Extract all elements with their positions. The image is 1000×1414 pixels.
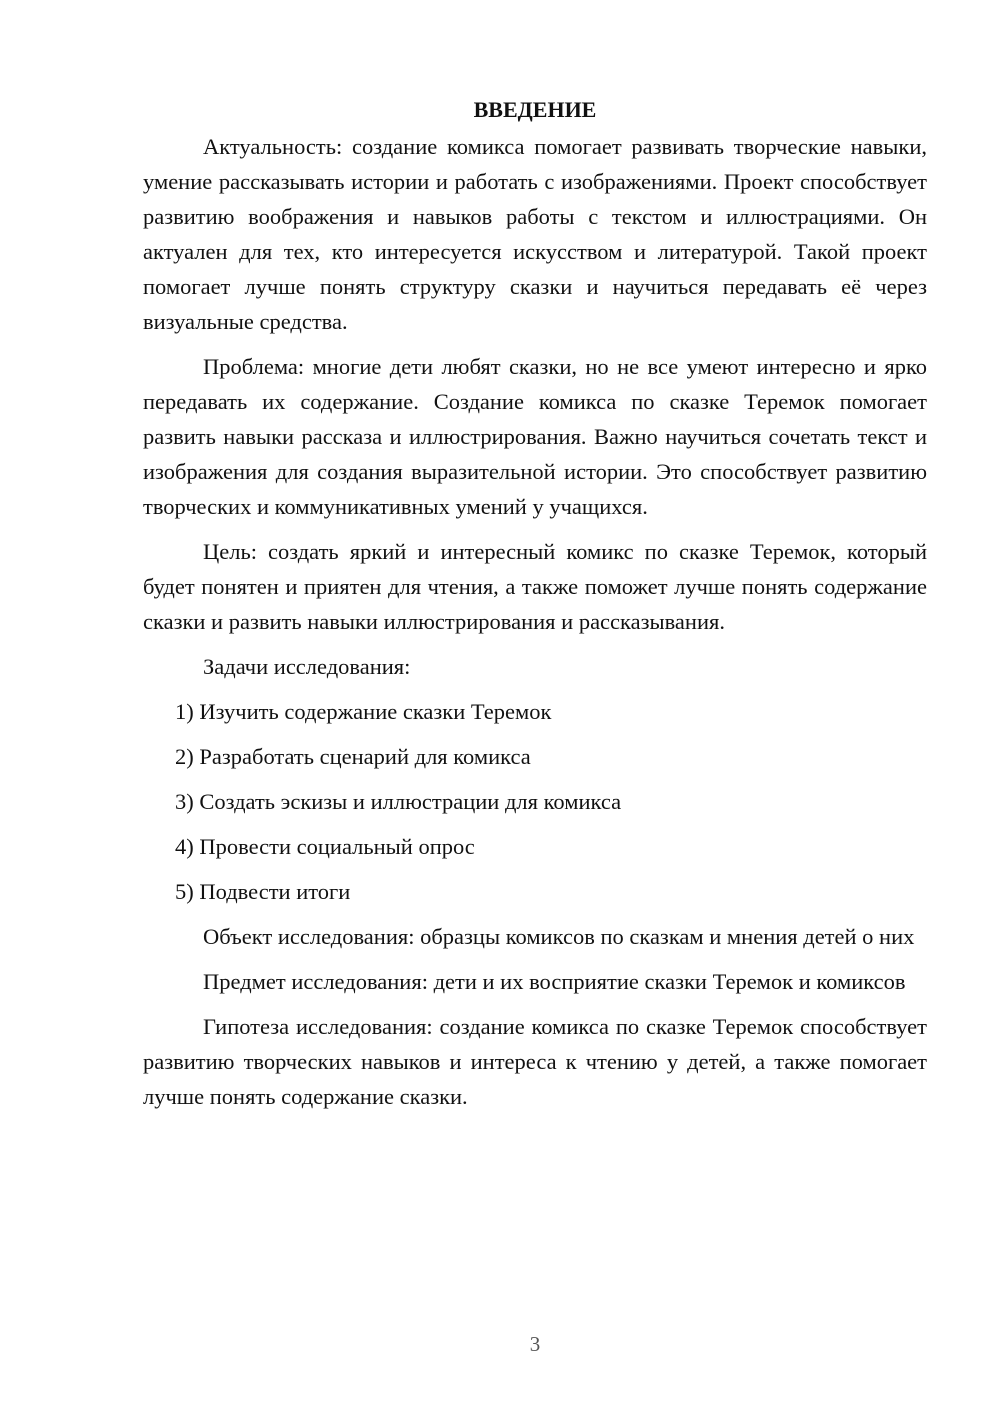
paragraph-object: Объект исследования: образцы комиксов по сказкам и мнения детей о них	[203, 924, 915, 949]
paragraph-hypothesis: Гипотеза исследования: создание комикса по сказке Теремок способствует развитию творческих навыков и интереса к чтению у детей, а также помогает лучше понять содержание сказки.	[143, 1014, 927, 1109]
page-title: ВВЕДЕНИЕ	[473, 97, 597, 122]
list-item: 4) Провести социальный опрос	[175, 834, 475, 859]
page-number: 3	[529, 1332, 541, 1356]
list-item: 3) Создать эскизы и иллюстрации для комикса	[175, 789, 622, 814]
paragraph-problem: Проблема: многие дети любят сказки, но не все умеют интересно и ярко передавать их содержание. Создание комикса по сказке Теремок помогает развить навыки рассказа и иллюстрирования. Важно научиться сочетать текст и изображения для создания выразительной истории. Это способствует развитию творческих и коммуникативных умений у учащихся.	[143, 354, 927, 519]
list-item: 1) Изучить содержание сказки Теремок	[175, 699, 552, 724]
paragraph-subject: Предмет исследования: дети и их восприятие сказки Теремок и комиксов	[203, 969, 906, 994]
tasks-title: Задачи исследования:	[203, 654, 411, 679]
list-item: 5) Подвести итоги	[175, 879, 351, 904]
document-page	[143, 92, 927, 1124]
tasks-list	[143, 694, 927, 909]
paragraph-goal: Цель: создать яркий и интересный комикс по сказке Теремок, который будет понятен и приятен для чтения, а также поможет лучше понять содержание сказки и развить навыки иллюстрирования и рассказывания.	[143, 539, 927, 634]
paragraph-relevance: Актуальность: создание комикса помогает развивать творческие навыки, умение рассказывать истории и работать с изображениями. Проект способствует развитию воображения и навыков работы с текстом и иллюстрациями. Он актуален для тех, кто интересуется искусством и литературой. Такой проект помогает лучше понять структуру сказки и научиться передавать её через визуальные средства.	[143, 134, 927, 334]
list-item: 2) Разработать сценарий для комикса	[175, 744, 531, 769]
